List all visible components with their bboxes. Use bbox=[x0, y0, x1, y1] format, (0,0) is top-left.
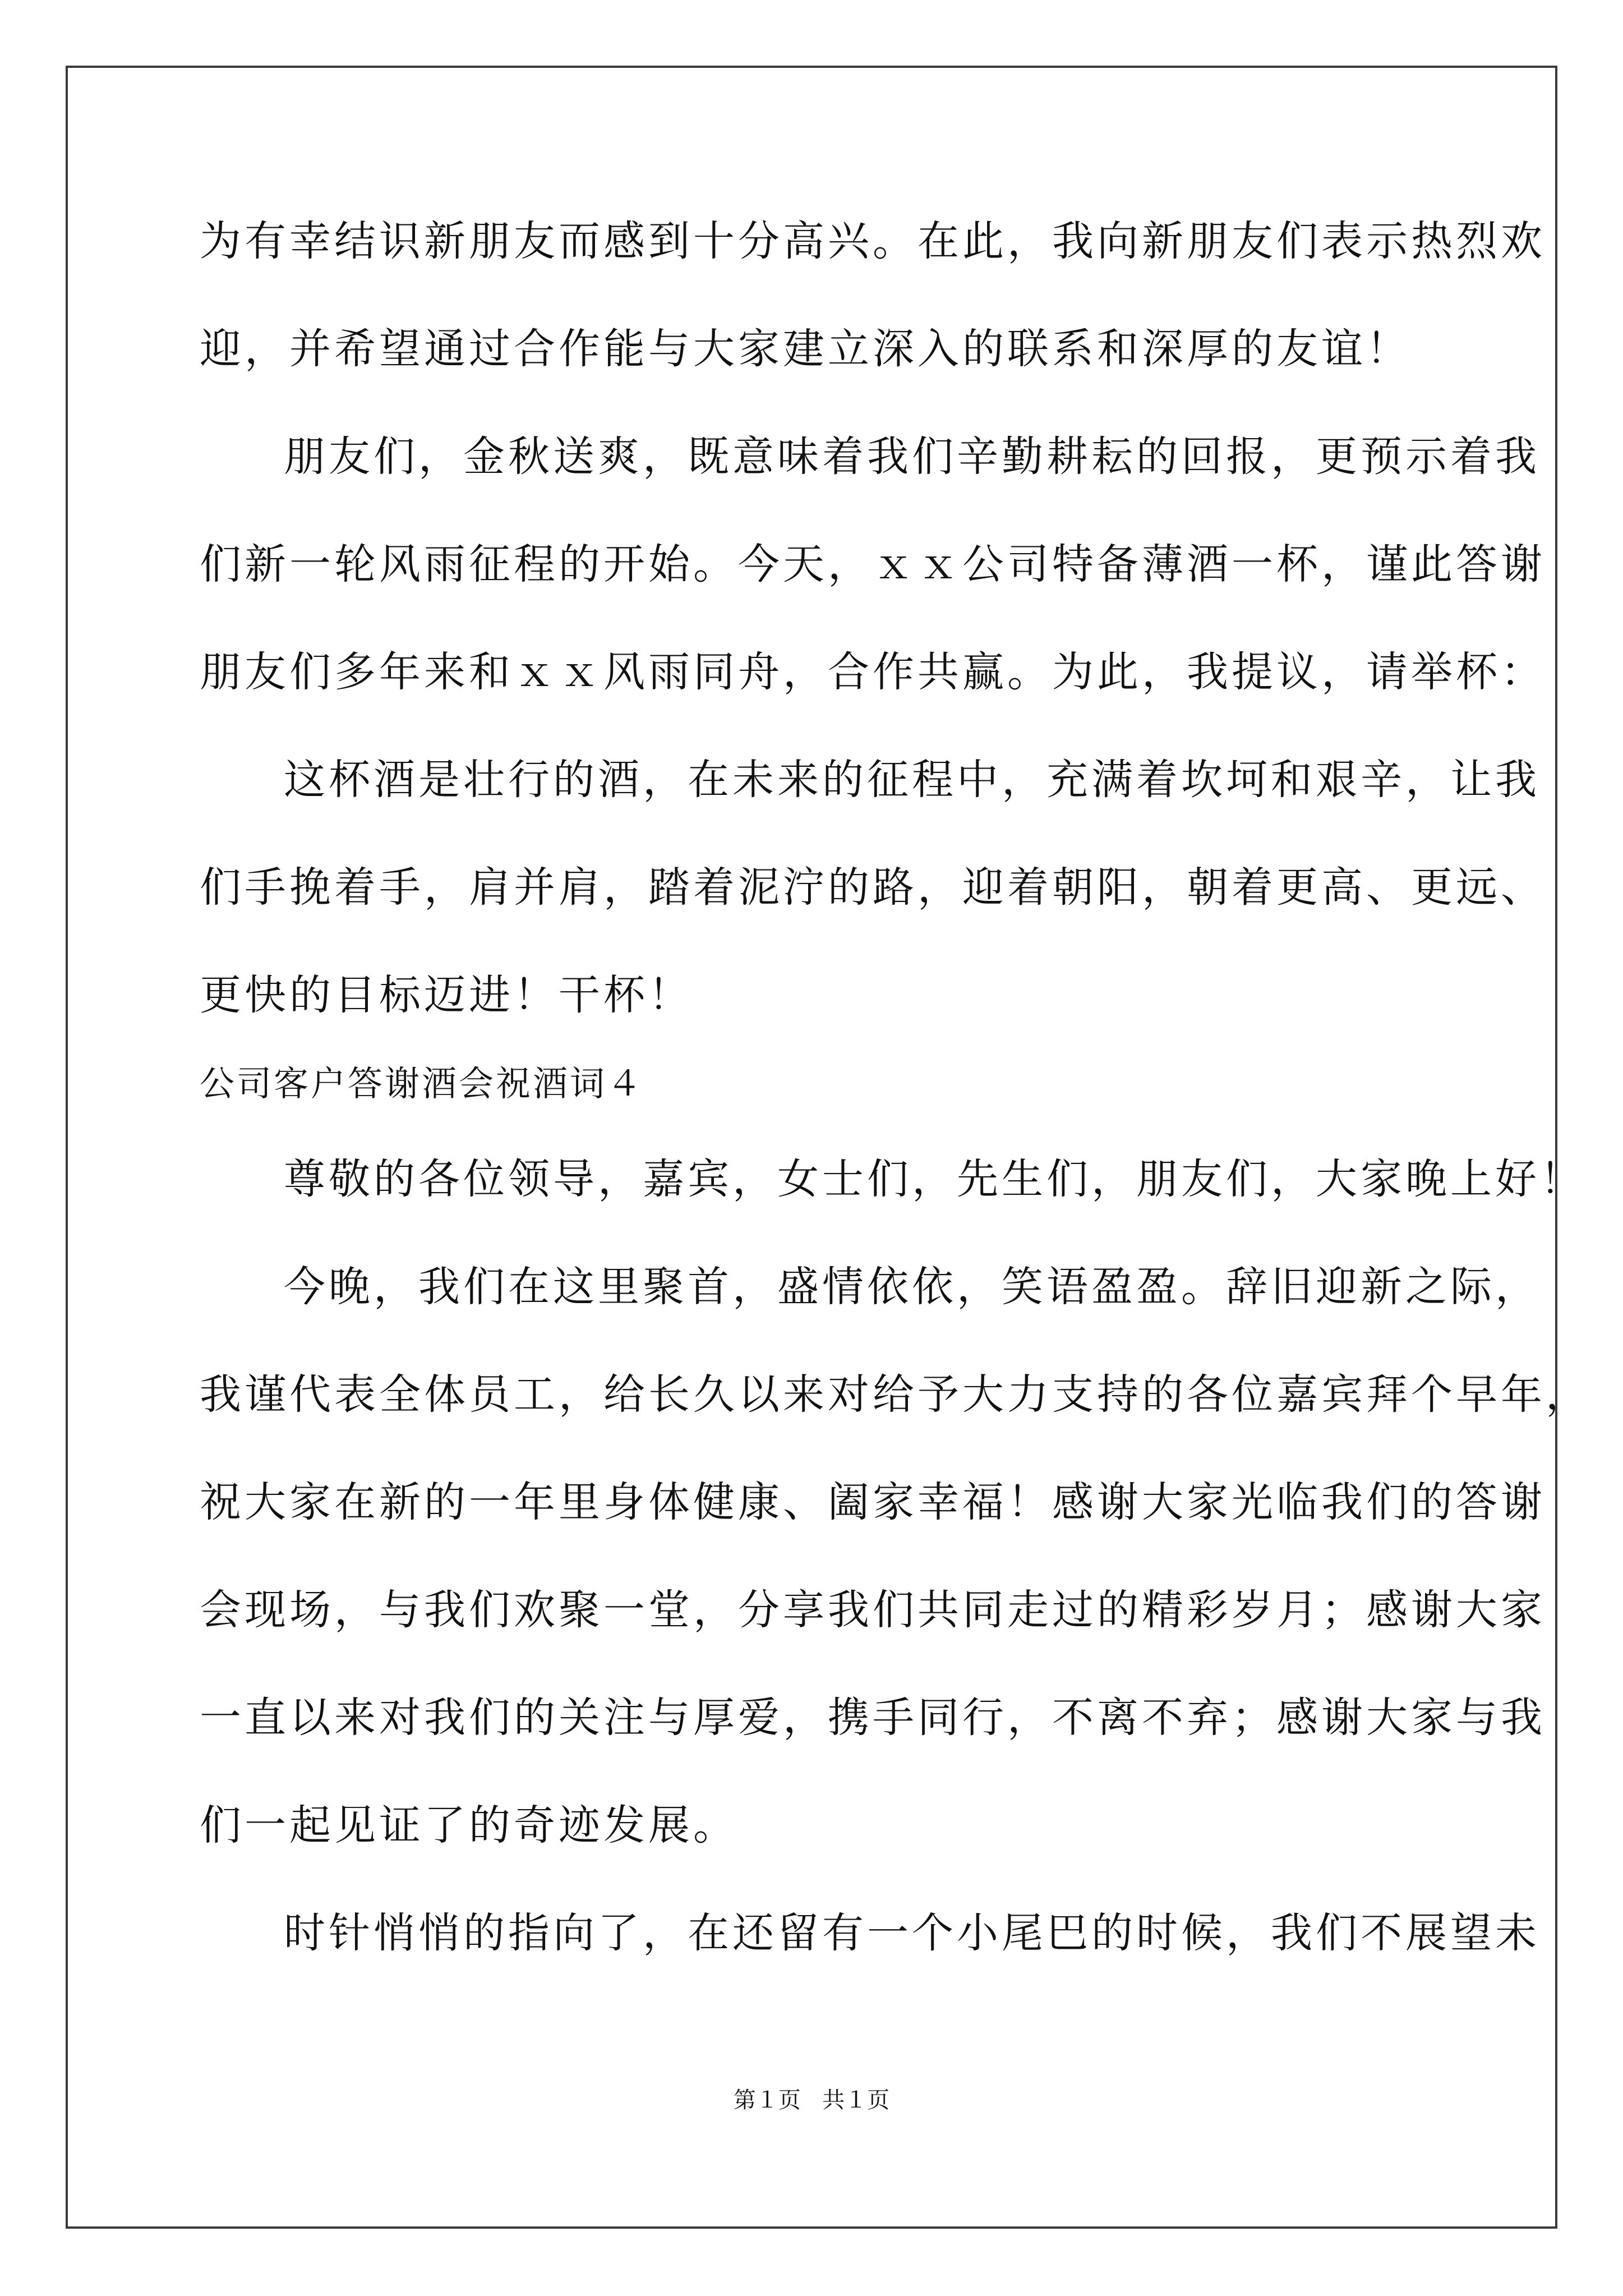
paragraph-line: 祝大家在新的一年里身体健康、阖家幸福！感谢大家光临我们的答谢 bbox=[200, 1478, 1546, 1526]
paragraph-line: 朋友们多年来和ｘｘ风雨同舟，合作共赢。为此，我提议，请举杯： bbox=[200, 648, 1546, 696]
paragraph-line: 一直以来对我们的关注与厚爱，携手同行，不离不弃；感谢大家与我 bbox=[200, 1694, 1546, 1742]
section-heading: 公司客户答谢酒会祝酒词４ bbox=[200, 1063, 644, 1104]
paragraph-line: 们新一轮风雨征程的开始。今天，ｘｘ公司特备薄酒一杯，谨此答谢 bbox=[200, 540, 1546, 588]
paragraph-line: 为有幸结识新朋友而感到十分高兴。在此，我向新朋友们表示热烈欢 bbox=[200, 217, 1546, 265]
paragraph-line: 今晚，我们在这里聚首，盛情依依，笑语盈盈。辞旧迎新之际， bbox=[284, 1263, 1540, 1311]
paragraph-line: 朋友们，金秋送爽，既意味着我们辛勤耕耘的回报，更预示着我 bbox=[284, 432, 1540, 481]
paragraph-line: 时针悄悄的指向了，在还留有一个小尾巴的时候，我们不展望未 bbox=[284, 1909, 1540, 1957]
paragraph-line: 迎，并希望通过合作能与大家建立深入的联系和深厚的友谊！ bbox=[200, 325, 1411, 373]
paragraph-line: 们手挽着手，肩并肩，踏着泥泞的路，迎着朝阳，朝着更高、更远、 bbox=[200, 863, 1546, 912]
paragraph-line: 这杯酒是壮行的酒，在未来的征程中，充满着坎坷和艰辛，让我 bbox=[284, 756, 1540, 804]
page-border bbox=[66, 66, 1557, 2229]
paragraph-line: 更快的目标迈进！干杯！ bbox=[200, 971, 693, 1019]
paragraph-line: 们一起见证了的奇迹发展。 bbox=[200, 1801, 738, 1849]
page-footer: 第１页 共１页 bbox=[733, 2087, 890, 2113]
paragraph-line: 尊敬的各位领导，嘉宾，女士们，先生们，朋友们，大家晚上好！ bbox=[284, 1155, 1585, 1203]
paragraph-line: 会现场，与我们欢聚一堂，分享我们共同走过的精彩岁月；感谢大家 bbox=[200, 1586, 1546, 1634]
paragraph-line: 我谨代表全体员工，给长久以来对给予大力支持的各位嘉宾拜个早年， bbox=[200, 1370, 1590, 1419]
